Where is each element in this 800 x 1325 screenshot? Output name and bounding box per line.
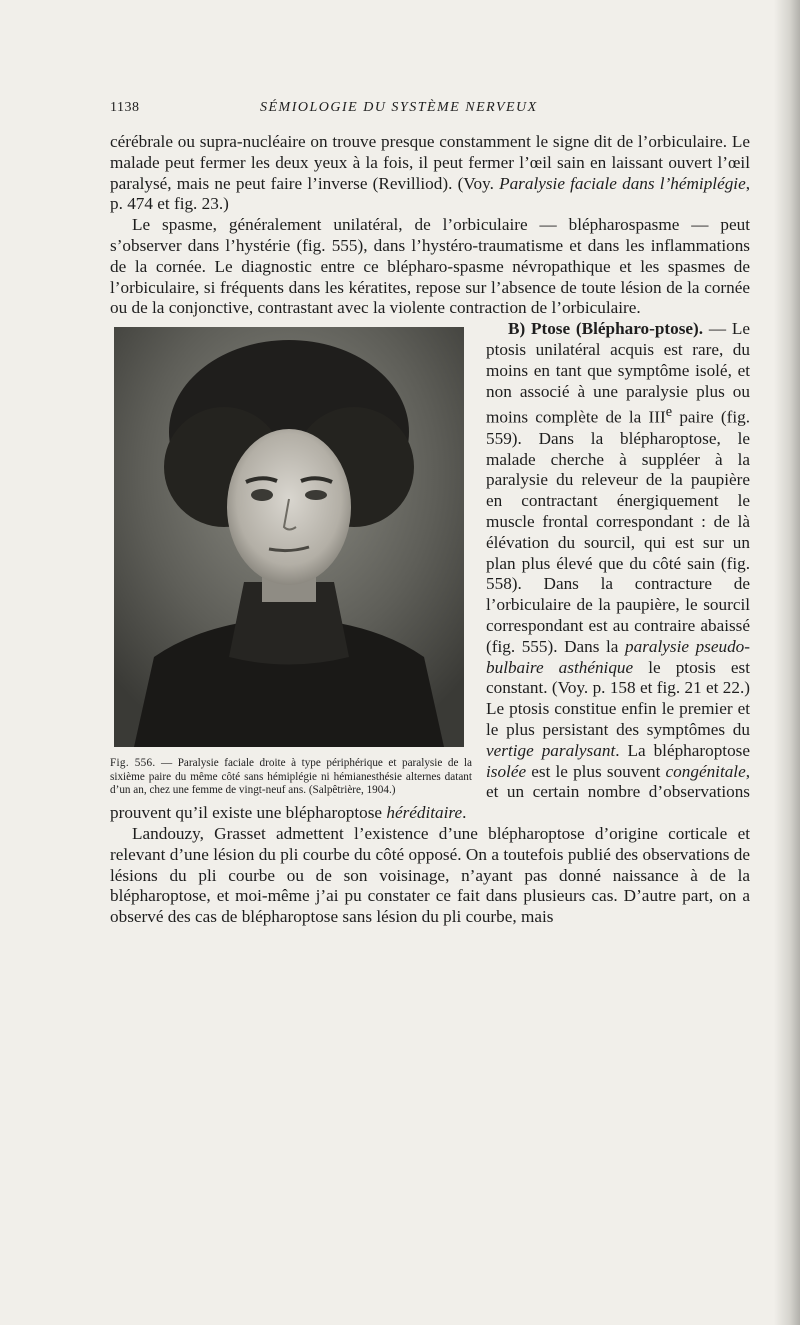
portrait-photo [114, 327, 464, 747]
portrait-illustration [114, 327, 464, 747]
italic-ref: Paralysie faciale dans l’hémiplégie [499, 173, 746, 193]
paragraph-1: cérébrale ou supra-nucléaire on trouve presque constamment le signe dit de l’orbiculaire. Le malade peut fermer les deux yeux à la fois, il peut fermer l’œil sain en laissant ouvert l’œil paralysé, mais ne peut faire l’inverse (Revilliod). (Voy. Paralysie faciale dans l’hémiplégie, p. 474 et fig. 23.) [110, 132, 750, 214]
paragraph-2: Le spasme, généralement unilatéral, de l’orbiculaire — blépharospasme — peut s’observer dans l’hystérie (fig. 555), dans l’hystéro-traumatisme et dans les inflammations de la cornée. Le diagnostic entre ce blépharo-spasme névropathique et les spasmes de l’orbiculaire, si fréquents dans les kératites, repose sur l’absence de toute lésion de la cornée ou de la conjonctive, contrastant avec la violente contraction de l’orbiculaire. [110, 215, 750, 318]
figure-caption: Fig. 556. — Paralysie faciale droite à type périphérique et paralysie de la sixième paire du même côté sans hémiplégie ni hémianesthésie alternes datant d’un an, chez une femme de vingt-neuf ans. (Salpêtrière, 1904.) [110, 757, 472, 796]
page-header [110, 100, 750, 122]
paragraph-3: B) Ptose (Blépharo-ptose). — Le ptosis unilatéral acquis est rare, du moins en tant que symptôme isolé, et non associé à une paralysie plus ou moins complète de la IIIe paire (fig. 559). Dans la blépharoptose, le malade cherche à suppléer à la paralysie du releveur de la paupière en contractant énergiquement le muscle frontal correspondant : de là élévation du sourcil, qui est sur un plan plus élevé que du côté sain (fig. 558). Dans la contracture de l’orbiculaire de la paupière, le sourcil correspondant est au contraire abaissé (fig. 555). Dans la paralysie pseudo-bulbaire asthénique le ptosis est constant. (Voy. p. 158 et fig. 21 et 22.) Le ptosis constitue enfin le premier et le plus persistant des symptômes du vertige paralysant. La blépharoptose isolée est le plus souvent congénitale, et un certain nombre d’observations prouvent qu’il existe une blépharoptose héréditaire. [110, 319, 751, 823]
running-title: SÉMIOLOGIE DU SYSTÈME NERVEUX [260, 100, 538, 115]
body-text [110, 132, 750, 928]
page-edge-shadow [774, 0, 800, 1325]
paragraph-4: Landouzy, Grasset admettent l’existence d’une blépharoptose d’origine corticale et relevant d’une lésion du pli courbe du côté opposé. On a toutefois publié des observations de lésions du pli courbe ou de son voisinage, n’ayant pas donné naissance à de la blépharoptose, et moi-même j’ai pu constater ce fait dans plusieurs cas. D’autre part, on a observé des cas de blépharoptose sans lésion du pli courbe, mais [110, 824, 750, 927]
section-heading-ptose: B) Ptose (Blépharo-ptose). [508, 319, 704, 339]
figure-556 [110, 327, 472, 797]
page-number: 1138 [110, 100, 140, 115]
figure-label: Fig. 556. [110, 757, 156, 770]
